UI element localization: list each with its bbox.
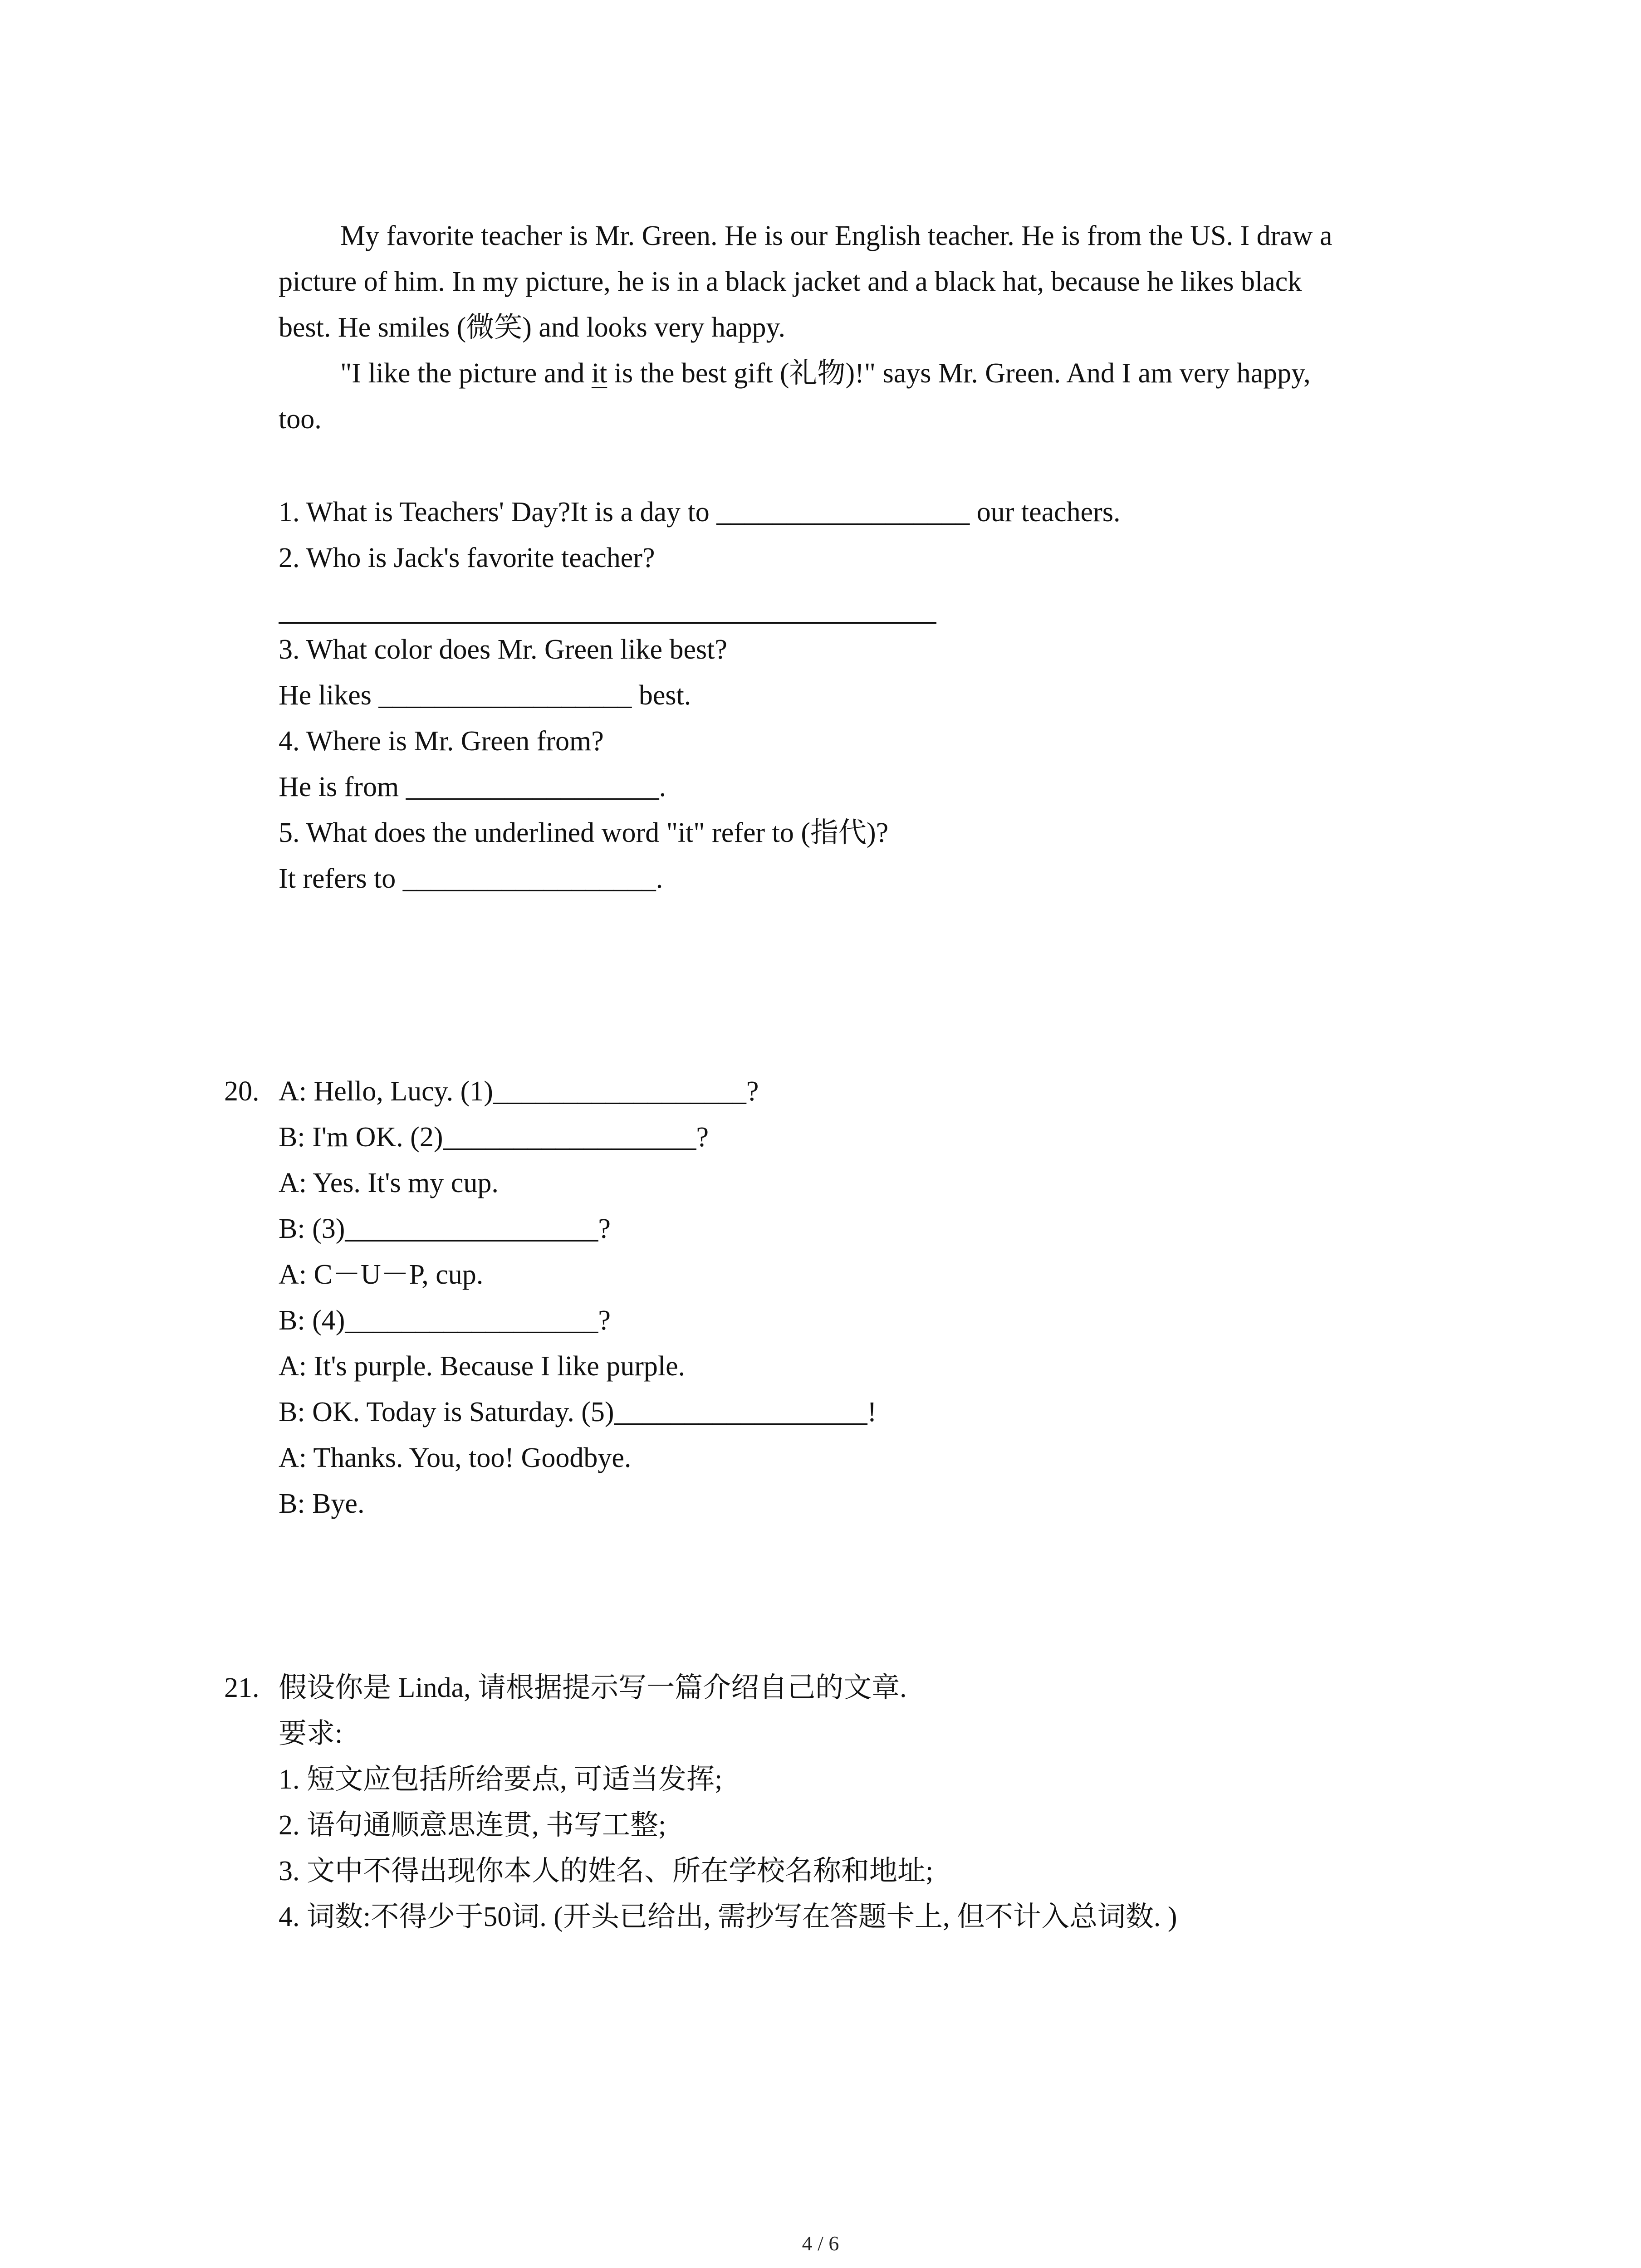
passage-line: picture of him. In my picture, he is in a black jacket and a black hat, because he likes black: [279, 266, 1302, 297]
comprehension-questions: [279, 489, 1435, 902]
writing-task: [279, 1665, 1449, 1940]
answer-rule: [279, 622, 936, 624]
task-line: 2. 语句通顺意思连贯, 书写工整;: [279, 1810, 666, 1841]
question-5: 5. What does the underlined word "it" refer to (指代)?: [279, 817, 889, 848]
dialogue-line: B: I'm OK. (2)__________________?: [279, 1122, 709, 1153]
task-line: 要求:: [279, 1718, 343, 1749]
question-number: 21.: [224, 1672, 260, 1703]
dialogue-line: A: Thanks. You, too! Goodbye.: [279, 1442, 632, 1473]
answer-3: He likes __________________ best.: [279, 680, 691, 711]
passage-line: My favorite teacher is Mr. Green. He is our English teacher. He is from the US. I draw a: [340, 220, 1332, 251]
passage-paragraph-2: [279, 351, 1435, 396]
dialogue-line: B: (3)__________________?: [279, 1213, 611, 1244]
answer-4: He is from __________________.: [279, 772, 666, 802]
question-3: 3. What color does Mr. Green like best?: [279, 634, 727, 665]
dialogue-line: A: It's purple. Because I like purple.: [279, 1351, 686, 1382]
dialogue-line: A: Yes. It's my cup.: [279, 1168, 499, 1198]
dialogue-line: B: Bye.: [279, 1488, 365, 1519]
dialogue: [279, 1069, 1449, 1527]
dialogue-line: A: C－U－P, cup.: [279, 1259, 484, 1290]
task-line: 3. 文中不得出现你本人的姓名、所在学校名称和地址;: [279, 1856, 934, 1887]
task-line: 1. 短文应包括所给要点, 可适当发挥;: [279, 1764, 723, 1795]
underlined-word: it: [591, 358, 607, 389]
passage-line: best. He smiles (微笑) and looks very happy.: [279, 312, 785, 343]
question-1: 1. What is Teachers' Day?It is a day to __________________ our teachers.: [279, 497, 1121, 528]
question-21: [224, 1665, 1449, 1940]
passage-text: is the best gift (礼物)!" says Mr. Green. And I am very happy,: [607, 358, 1311, 389]
answer-5: It refers to __________________.: [279, 863, 663, 894]
answer-line-2: [279, 581, 1435, 627]
task-line: 假设你是 Linda, 请根据提示写一篇介绍自己的文章.: [279, 1672, 907, 1703]
question-number: 20.: [224, 1076, 260, 1107]
dialogue-line: B: OK. Today is Saturday. (5)__________________!: [279, 1397, 877, 1427]
dialogue-line: A: Hello, Lucy. (1)__________________?: [279, 1076, 759, 1107]
page-number: 4 / 6: [802, 2232, 839, 2255]
question-20: [224, 1069, 1449, 1527]
task-line: 4. 词数:不得少于50词. (开头已给出, 需抄写在答题卡上, 但不计入总词数. ): [279, 1901, 1177, 1932]
question-4: 4. Where is Mr. Green from?: [279, 726, 604, 757]
question-2: 2. Who is Jack's favorite teacher?: [279, 543, 655, 573]
passage-text: "I like the picture and: [340, 358, 592, 389]
passage-line: too.: [279, 404, 322, 435]
dialogue-line: B: (4)__________________?: [279, 1305, 611, 1336]
reading-passage: [279, 213, 1435, 442]
